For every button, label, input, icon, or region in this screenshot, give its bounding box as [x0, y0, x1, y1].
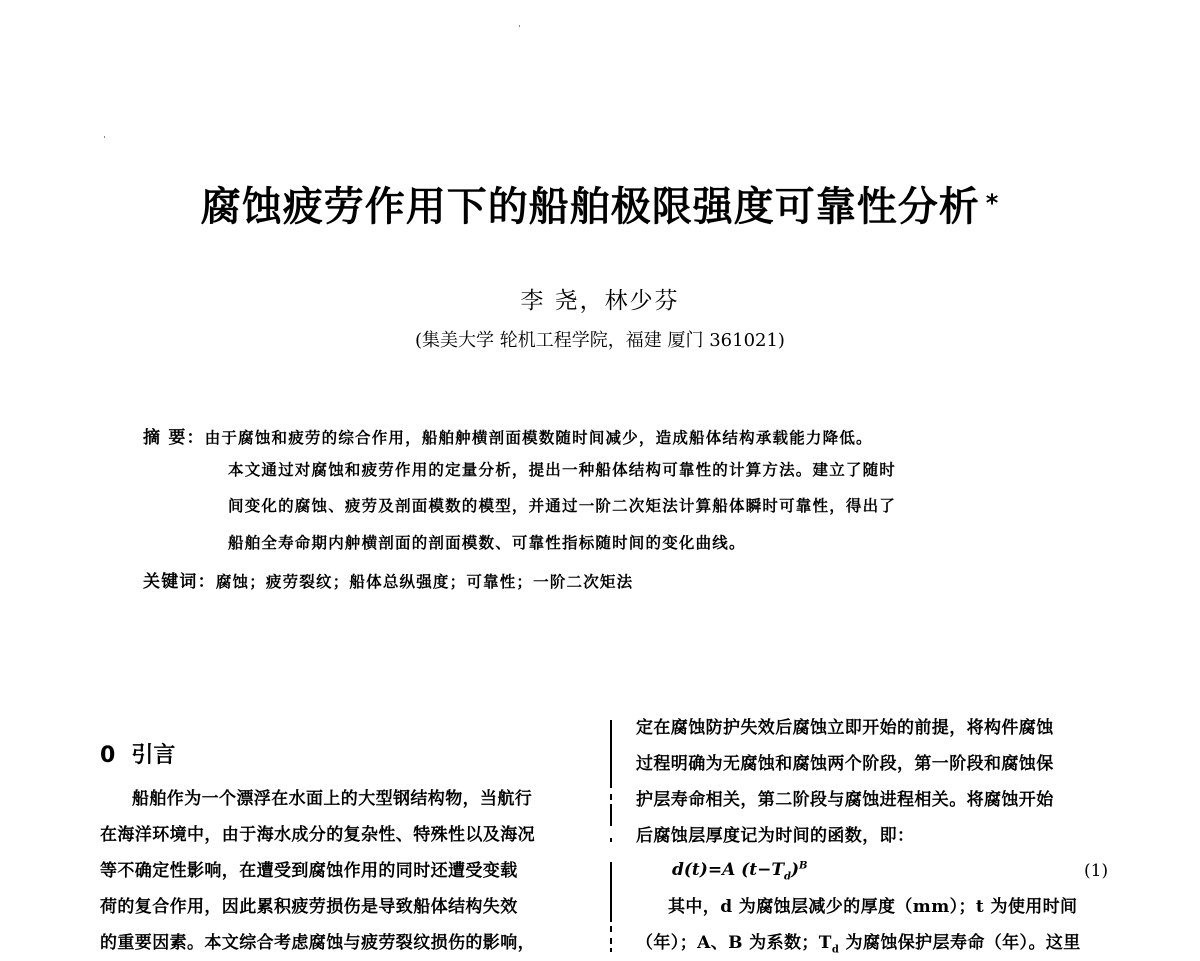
divider-gap	[608, 788, 614, 794]
equation-superscript: B	[799, 860, 808, 872]
equation-rhs: )	[790, 860, 800, 880]
title-footnote-mark: *	[985, 189, 1000, 217]
affiliation: (集美大学 轮机工程学院，福建 厦门 361021)	[415, 330, 785, 351]
right-paragraph-line: 定在腐蚀防护失效后腐蚀立即开始的前提，将构件腐蚀	[636, 718, 1054, 738]
section-number: 0	[100, 743, 116, 768]
equation-1	[672, 860, 807, 882]
equation-lhs: d(t)=A (t−T	[672, 860, 784, 880]
divider-gap	[608, 922, 614, 926]
section-title: 引言	[131, 743, 176, 768]
abstract-label: 摘 要：	[143, 428, 205, 448]
abstract-text: 船舶全寿命期内舯横剖面的剖面模数、可靠性指标随时间的变化曲线。	[228, 533, 746, 552]
keywords-text: 腐蚀；疲劳裂纹；船体总纵强度；可靠性；一阶二次矩法	[215, 572, 634, 591]
equation-subscript: d	[783, 871, 791, 883]
divider-gap	[608, 944, 614, 948]
divider-gap	[608, 932, 614, 938]
keywords	[143, 572, 633, 592]
paper-title	[0, 182, 1200, 232]
authors: 李 尧，林少芬	[520, 288, 680, 314]
scan-speck	[519, 25, 520, 27]
divider-gap	[608, 800, 614, 804]
t-subscript: d	[831, 944, 840, 956]
abstract-line-3	[228, 496, 896, 516]
left-paragraph-line: 的重要因素。本文综合考虑腐蚀与疲劳裂纹损伤的影响，	[100, 933, 535, 953]
left-paragraph-line: 荷的复合作用，因此累积疲劳损伤是导致船体结构失效	[100, 897, 518, 917]
divider-gap	[608, 826, 614, 838]
scan-speck	[104, 136, 105, 138]
left-paragraph-line: 在海洋环境中，由于海水成分的复杂性、特殊性以及海况	[100, 825, 535, 845]
paper-title-text: 腐蚀疲劳作用下的船舶极限强度可靠性分析	[200, 184, 980, 230]
abstract-line-1	[143, 428, 873, 448]
right-paragraph-line	[636, 932, 1081, 961]
right-paragraph-line: 过程明确为无腐蚀和腐蚀两个阶段，第一阶段和腐蚀保	[636, 754, 1054, 774]
right-paragraph-line: 后腐蚀层厚度记为时间的函数，即：	[636, 826, 915, 846]
right-paragraph-line: 护层寿命相关，第二阶段与腐蚀进程相关。将腐蚀开始	[636, 790, 1054, 810]
right-paragraph-line: 其中，d 为腐蚀层减少的厚度（mm）；t 为使用时间	[668, 897, 1078, 917]
equation-number: (1)	[1084, 861, 1109, 881]
abstract-text: 间变化的腐蚀、疲劳及剖面模数的模型，并通过一阶二次矩法计算船体瞬时可靠性，得出了	[228, 496, 897, 515]
keywords-label: 关键词：	[143, 572, 216, 592]
right-line-part: （年）；A、B 为系数；T	[636, 933, 832, 953]
right-line-part: 为腐蚀保护层寿命（年）。这里	[839, 933, 1081, 953]
left-paragraph-line: 船舶作为一个漂浮在水面上的大型钢结构物，当航行	[132, 789, 533, 809]
divider-gap	[608, 842, 614, 862]
abstract-text: 本文通过对腐蚀和疲劳作用的定量分析，提出一种船体结构可靠性的计算方法。建立了随时	[228, 460, 897, 479]
abstract-text: 由于腐蚀和疲劳的综合作用，船舶舯横剖面模数随时间减少，造成船体结构承载能力降低。	[204, 428, 873, 447]
left-paragraph-line: 等不确定性影响，在遭受到腐蚀作用的同时还遭受变载	[100, 861, 518, 881]
section-heading	[100, 742, 175, 770]
abstract-line-4	[228, 533, 746, 553]
abstract-line-2	[228, 460, 896, 480]
